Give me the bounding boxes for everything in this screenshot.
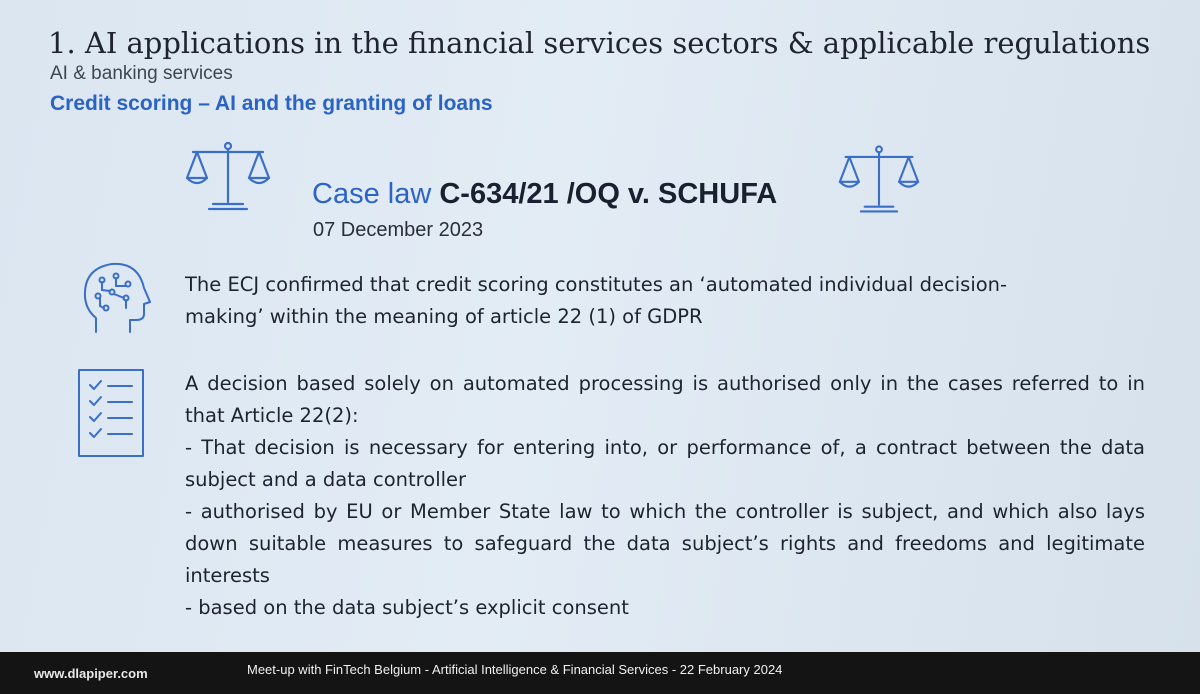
section-heading: Credit scoring – AI and the granting of loans bbox=[50, 92, 493, 115]
footer-bar bbox=[0, 652, 1200, 694]
list-item: - authorised by EU or Member State law to which the controller is subject, and which also lays down suitable measures to safeguard the data subject’s rights and freedoms and legitimate interests bbox=[185, 500, 1145, 587]
paragraph-authorised-cases bbox=[185, 368, 1145, 624]
case-reference: C-634/21 /OQ v. SCHUFA bbox=[439, 178, 778, 210]
footer-url: www.dlapiper.com bbox=[34, 666, 148, 681]
ai-brain-head-icon bbox=[80, 258, 152, 343]
slide-title: 1. AI applications in the financial services sectors & applicable regulations bbox=[48, 26, 1151, 60]
paragraph-line: A decision based solely on automated processing is authorised only in the cases referred to in that Article 22(2): bbox=[185, 372, 1145, 427]
paragraph-ecj-confirmation: The ECJ confirmed that credit scoring constitutes an ‘automated individual decision-making’ within the meaning of article 22 (1) of GDPR bbox=[185, 273, 1008, 328]
scales-icon bbox=[183, 138, 273, 217]
list-item: - That decision is necessary for entering into, or performance of, a contract between the data subject and a data controller bbox=[185, 436, 1145, 491]
footer-event: Meet-up with FinTech Belgium - Artificial Intelligence & Financial Services - 22 February 2024 bbox=[247, 662, 783, 677]
list-item: - based on the data subject’s explicit consent bbox=[185, 596, 629, 619]
slide-subtitle: AI & banking services bbox=[50, 63, 233, 84]
case-date: 07 December 2023 bbox=[313, 219, 484, 241]
checklist-icon bbox=[76, 367, 146, 464]
case-title bbox=[312, 178, 777, 211]
case-label: Case law bbox=[312, 178, 432, 210]
scales-icon bbox=[836, 140, 922, 221]
